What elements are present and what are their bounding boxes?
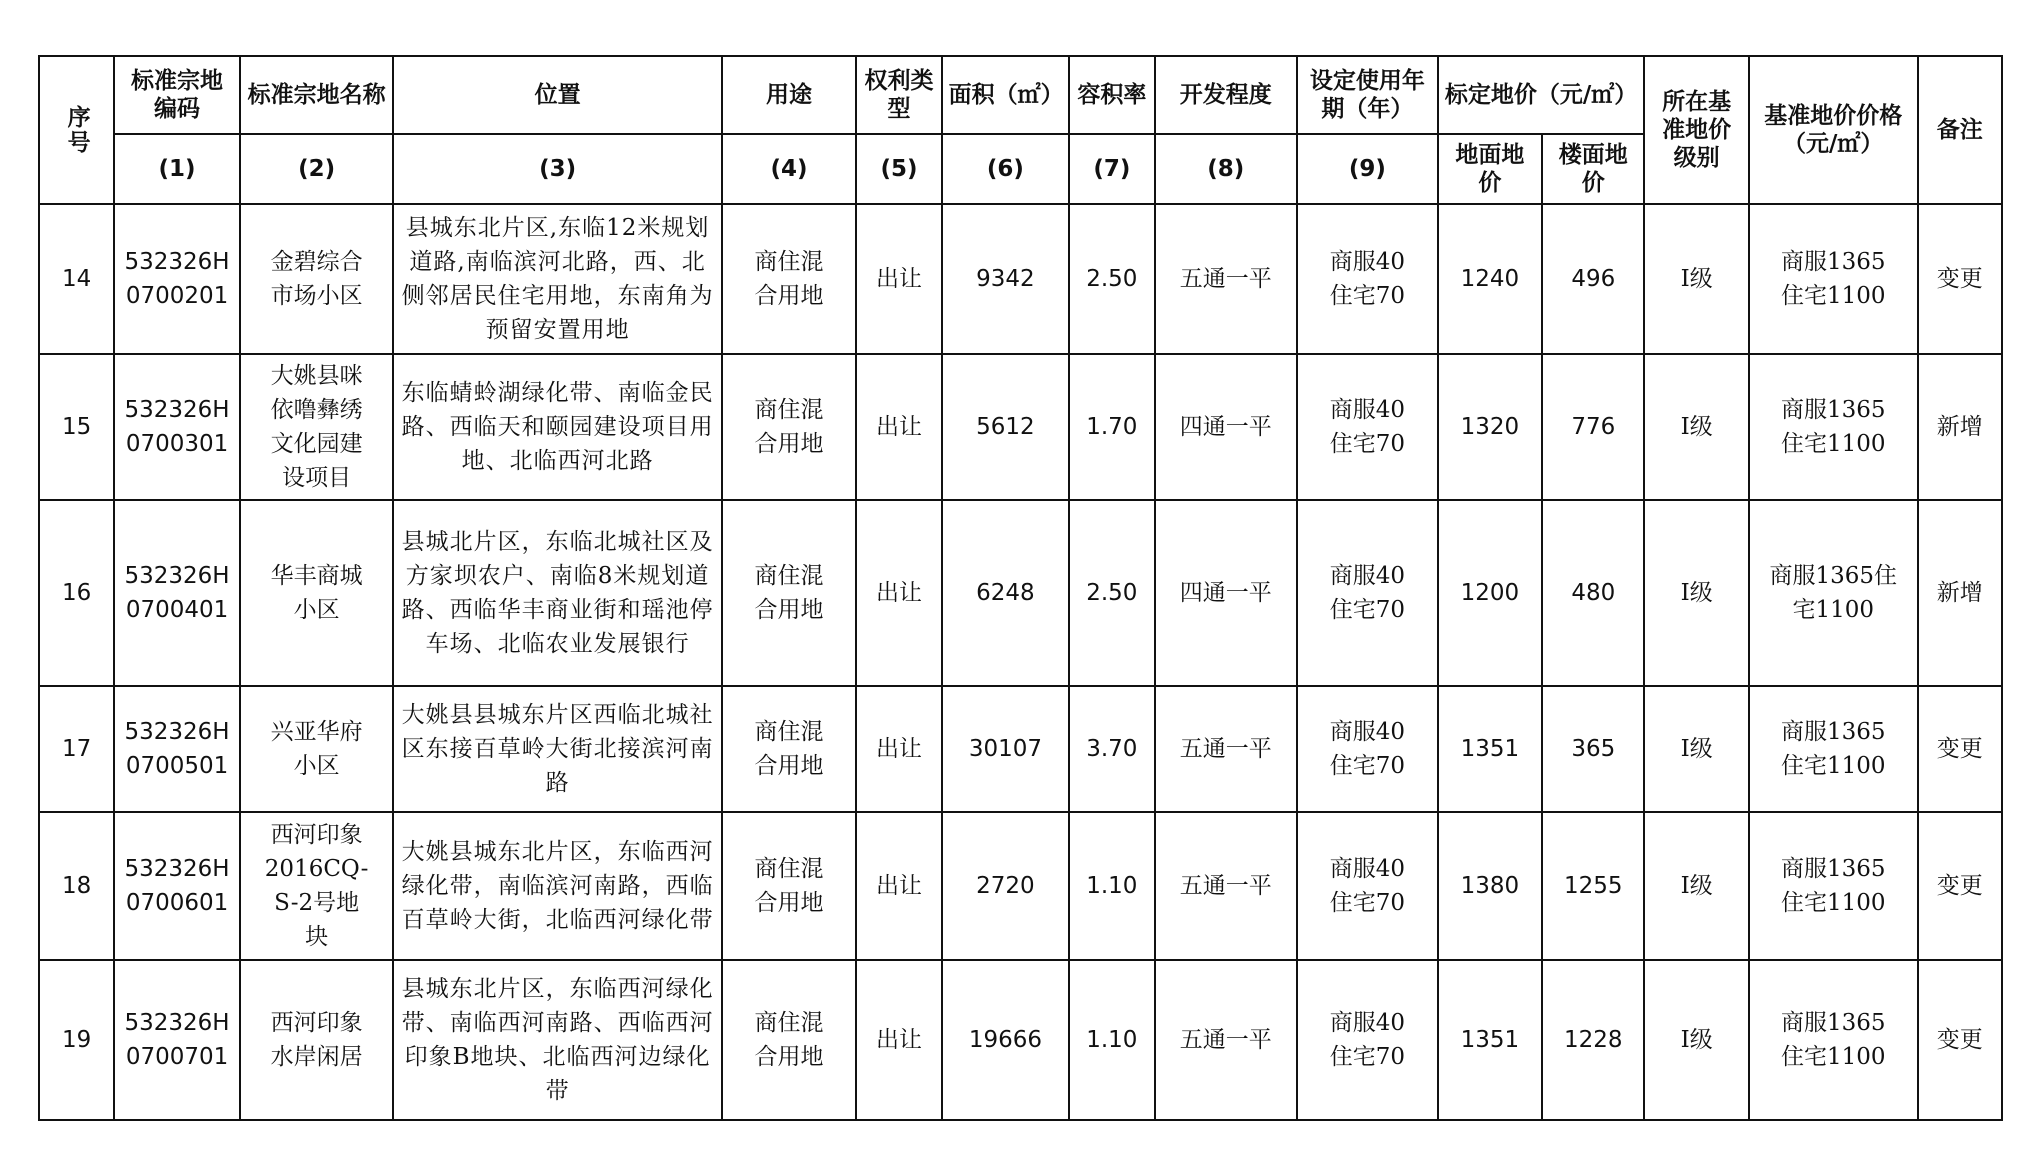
header-index-5: (5) (856, 134, 941, 204)
cell-base-price-commercial: 商服1365 (1780, 249, 1886, 275)
header-ground-price: 地面地价 (1438, 134, 1542, 204)
cell-area: 30107 (942, 686, 1070, 812)
cell-seq: 16 (39, 500, 114, 686)
cell-code-part-b: 0700401 (125, 597, 229, 623)
table-row (39, 354, 2002, 500)
cell-base-price-residential: 住宅1100 (1780, 283, 1886, 309)
cell-floor-price: 1228 (1542, 960, 1644, 1120)
cell-code-part-b: 0700601 (125, 890, 229, 916)
header-index-6: (6) (942, 134, 1070, 204)
header-index-9: (9) (1297, 134, 1438, 204)
cell-base-price (1749, 960, 1918, 1120)
cell-floor-price: 1255 (1542, 812, 1644, 960)
cell-remark: 变更 (1918, 812, 2002, 960)
cell-base-level: I级 (1644, 686, 1748, 812)
cell-term-commercial: 商服40 (1329, 563, 1405, 589)
cell-dev-level: 五通一平 (1155, 204, 1298, 354)
cell-code-part-b: 0700501 (125, 753, 229, 779)
cell-use: 商住混合用地 (722, 686, 857, 812)
cell-remark: 变更 (1918, 686, 2002, 812)
cell-name: 华丰商城小区 (240, 500, 394, 686)
cell-floor-price: 776 (1542, 354, 1644, 500)
cell-code (114, 812, 240, 960)
cell-floor-price: 365 (1542, 686, 1644, 812)
table-row (39, 686, 2002, 812)
cell-right-type: 出让 (856, 686, 941, 812)
cell-name: 西河印象水岸闲居 (240, 960, 394, 1120)
header-index-8: (8) (1155, 134, 1298, 204)
cell-base-level: I级 (1644, 500, 1748, 686)
cell-code-part-b: 0700701 (125, 1044, 229, 1070)
cell-base-level: I级 (1644, 812, 1748, 960)
header-far: 容积率 (1069, 56, 1154, 134)
cell-location: 县城北片区，东临北城社区及方家坝农户、南临8米规划道路、西临华丰商业街和瑶池停车场、北临农业发展银行 (393, 500, 721, 686)
table-row (39, 960, 2002, 1120)
cell-dev-level: 四通一平 (1155, 500, 1298, 686)
cell-base-price-residential: 宅1100 (1792, 597, 1874, 623)
cell-name: 大姚县咪依噜彝绣文化园建设项目 (240, 354, 394, 500)
cell-ground-price: 1320 (1438, 354, 1542, 500)
land-price-sheet (38, 55, 2003, 1121)
cell-base-price (1749, 354, 1918, 500)
cell-code (114, 500, 240, 686)
cell-term-commercial: 商服40 (1329, 397, 1405, 423)
cell-far: 3.70 (1069, 686, 1154, 812)
cell-term (1297, 960, 1438, 1120)
cell-right-type: 出让 (856, 812, 941, 960)
cell-dev-level: 四通一平 (1155, 354, 1298, 500)
cell-base-price-residential: 住宅1100 (1780, 1044, 1886, 1070)
cell-remark: 新增 (1918, 500, 2002, 686)
cell-far: 2.50 (1069, 204, 1154, 354)
cell-term-commercial: 商服40 (1329, 249, 1405, 275)
cell-ground-price: 1200 (1438, 500, 1542, 686)
cell-right-type: 出让 (856, 960, 941, 1120)
header-name: 标准宗地名称 (240, 56, 394, 134)
cell-dev-level: 五通一平 (1155, 812, 1298, 960)
header-index-2: (2) (240, 134, 394, 204)
cell-base-price-commercial: 商服1365 (1780, 856, 1886, 882)
cell-code-part-a: 532326H (124, 397, 230, 423)
cell-code-part-a: 532326H (124, 249, 230, 275)
table-row (39, 812, 2002, 960)
header-area: 面积（㎡） (942, 56, 1070, 134)
header-base-level: 所在基准地价级别 (1644, 56, 1748, 204)
cell-term (1297, 686, 1438, 812)
header-location: 位置 (393, 56, 721, 134)
cell-location: 县城东北片区,东临12米规划道路,南临滨河北路，西、北侧邻居民住宅用地，东南角为预留安置用地 (393, 204, 721, 354)
cell-location: 东临蜻蛉湖绿化带、南临金民路、西临天和颐园建设项目用地、北临西河北路 (393, 354, 721, 500)
cell-base-price (1749, 686, 1918, 812)
header-index-7: (7) (1069, 134, 1154, 204)
cell-base-level: I级 (1644, 960, 1748, 1120)
cell-term-residential: 住宅70 (1329, 283, 1405, 309)
cell-right-type: 出让 (856, 354, 941, 500)
cell-term (1297, 812, 1438, 960)
cell-base-price-commercial: 商服1365住 (1769, 563, 1897, 589)
header-index-4: (4) (722, 134, 857, 204)
cell-area: 19666 (942, 960, 1070, 1120)
cell-use: 商住混合用地 (722, 812, 857, 960)
cell-remark: 新增 (1918, 354, 2002, 500)
header-dev-level: 开发程度 (1155, 56, 1298, 134)
cell-term-residential: 住宅70 (1329, 890, 1405, 916)
cell-base-price-commercial: 商服1365 (1780, 1010, 1886, 1036)
cell-base-price (1749, 500, 1918, 686)
header-index-3: (3) (393, 134, 721, 204)
cell-name: 兴亚华府小区 (240, 686, 394, 812)
cell-code-part-a: 532326H (124, 1010, 230, 1036)
cell-seq: 17 (39, 686, 114, 812)
table-row (39, 204, 2002, 354)
cell-far: 1.10 (1069, 812, 1154, 960)
cell-name: 西河印象2016CQ-S-2号地块 (240, 812, 394, 960)
cell-right-type: 出让 (856, 204, 941, 354)
cell-far: 1.70 (1069, 354, 1154, 500)
cell-code (114, 686, 240, 812)
cell-term-residential: 住宅70 (1329, 431, 1405, 457)
cell-area: 9342 (942, 204, 1070, 354)
cell-use: 商住混合用地 (722, 204, 857, 354)
header-seq: 序号 (39, 56, 114, 204)
header-base-price: 基准地价价格（元/㎡） (1749, 56, 1918, 204)
cell-location: 县城东北片区，东临西河绿化带、南临西河南路、西临西河印象B地块、北临西河边绿化带 (393, 960, 721, 1120)
cell-far: 2.50 (1069, 500, 1154, 686)
cell-code-part-b: 0700301 (125, 431, 229, 457)
cell-area: 2720 (942, 812, 1070, 960)
cell-code-part-a: 532326H (124, 719, 230, 745)
header-right-type: 权利类型 (856, 56, 941, 134)
cell-term-commercial: 商服40 (1329, 719, 1405, 745)
header-code: 标准宗地编码 (114, 56, 240, 134)
cell-code-part-a: 532326H (124, 856, 230, 882)
cell-right-type: 出让 (856, 500, 941, 686)
cell-ground-price: 1240 (1438, 204, 1542, 354)
cell-term-residential: 住宅70 (1329, 1044, 1405, 1070)
cell-code (114, 960, 240, 1120)
cell-remark: 变更 (1918, 960, 2002, 1120)
cell-use: 商住混合用地 (722, 960, 857, 1120)
land-price-table (38, 55, 2003, 1121)
cell-base-level: I级 (1644, 354, 1748, 500)
cell-use: 商住混合用地 (722, 354, 857, 500)
cell-remark: 变更 (1918, 204, 2002, 354)
cell-code-part-a: 532326H (124, 563, 230, 589)
header-floor-price: 楼面地价 (1542, 134, 1644, 204)
cell-floor-price: 480 (1542, 500, 1644, 686)
cell-code-part-b: 0700201 (125, 283, 229, 309)
cell-base-price-commercial: 商服1365 (1780, 397, 1886, 423)
cell-seq: 14 (39, 204, 114, 354)
cell-ground-price: 1380 (1438, 812, 1542, 960)
cell-dev-level: 五通一平 (1155, 960, 1298, 1120)
header-remark: 备注 (1918, 56, 2002, 204)
cell-ground-price: 1351 (1438, 686, 1542, 812)
cell-term-residential: 住宅70 (1329, 597, 1405, 623)
cell-base-price (1749, 812, 1918, 960)
cell-base-level: I级 (1644, 204, 1748, 354)
cell-base-price-residential: 住宅1100 (1780, 753, 1886, 779)
cell-location: 大姚县城东北片区，东临西河绿化带，南临滨河南路，西临百草岭大街，北临西河绿化带 (393, 812, 721, 960)
cell-base-price (1749, 204, 1918, 354)
cell-term (1297, 500, 1438, 686)
cell-base-price-residential: 住宅1100 (1780, 431, 1886, 457)
cell-area: 5612 (942, 354, 1070, 500)
cell-code (114, 354, 240, 500)
cell-term-residential: 住宅70 (1329, 753, 1405, 779)
cell-base-price-commercial: 商服1365 (1780, 719, 1886, 745)
cell-area: 6248 (942, 500, 1070, 686)
cell-term (1297, 204, 1438, 354)
cell-term (1297, 354, 1438, 500)
cell-ground-price: 1351 (1438, 960, 1542, 1120)
cell-seq: 15 (39, 354, 114, 500)
table-row (39, 500, 2002, 686)
cell-term-commercial: 商服40 (1329, 1010, 1405, 1036)
header-term: 设定使用年期（年） (1297, 56, 1438, 134)
cell-term-commercial: 商服40 (1329, 856, 1405, 882)
cell-seq: 18 (39, 812, 114, 960)
cell-far: 1.10 (1069, 960, 1154, 1120)
cell-base-price-residential: 住宅1100 (1780, 890, 1886, 916)
cell-floor-price: 496 (1542, 204, 1644, 354)
cell-use: 商住混合用地 (722, 500, 857, 686)
cell-location: 大姚县县城东片区西临北城社区东接百草岭大街北接滨河南路 (393, 686, 721, 812)
cell-seq: 19 (39, 960, 114, 1120)
cell-dev-level: 五通一平 (1155, 686, 1298, 812)
header-index-1: (1) (114, 134, 240, 204)
cell-name: 金碧综合市场小区 (240, 204, 394, 354)
header-land-price: 标定地价（元/㎡） (1438, 56, 1645, 134)
header-use: 用途 (722, 56, 857, 134)
cell-code (114, 204, 240, 354)
